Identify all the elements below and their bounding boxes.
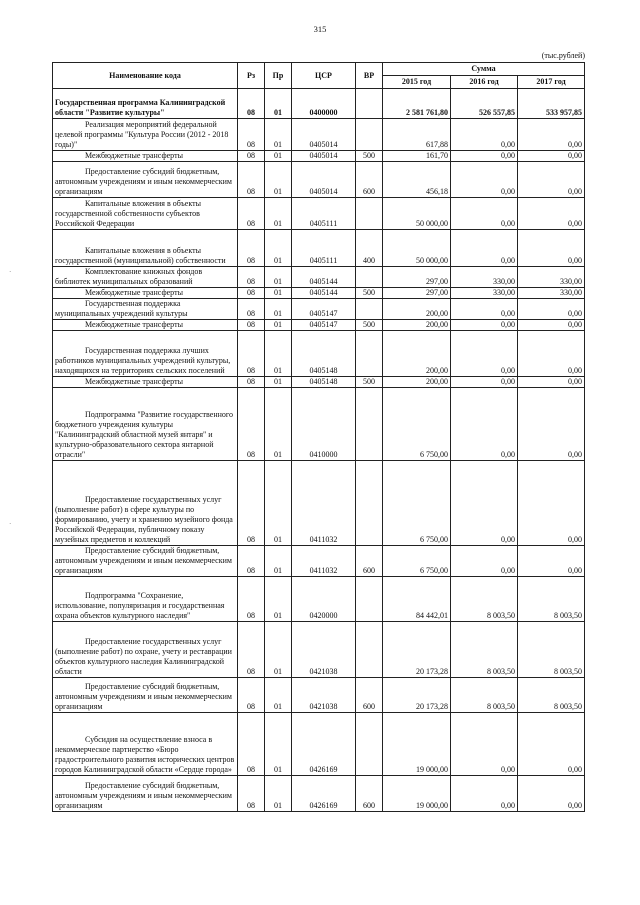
- cell-name: Предоставление субсидий бюджетным, автономным учреждениям и иным некоммерческим организациям: [53, 678, 238, 713]
- cell-y2016: 0,00: [451, 331, 518, 377]
- cell-y2016: 0,00: [451, 198, 518, 230]
- header-pr: Пр: [265, 63, 292, 89]
- units-label: (тыс.рублей): [541, 51, 585, 60]
- table-row: [53, 622, 585, 678]
- cell-y2017: 0,00: [518, 713, 585, 776]
- cell-vr: [356, 461, 383, 546]
- cell-rz: 08: [238, 713, 265, 776]
- table-row: [53, 288, 585, 299]
- table-row: [53, 299, 585, 320]
- cell-y2015: 297,00: [383, 288, 451, 299]
- cell-y2017: 0,00: [518, 230, 585, 267]
- cell-y2017: 0,00: [518, 776, 585, 812]
- cell-y2015: 161,70: [383, 151, 451, 162]
- cell-y2015: 20 173,28: [383, 678, 451, 713]
- cell-vr: 600: [356, 162, 383, 198]
- cell-rz: 08: [238, 377, 265, 388]
- cell-y2016: 0,00: [451, 388, 518, 461]
- cell-pr: 01: [265, 288, 292, 299]
- table-row: [53, 89, 585, 119]
- cell-csr: 0411032: [292, 546, 356, 577]
- cell-rz: 08: [238, 198, 265, 230]
- cell-name: Межбюджетные трансферты: [53, 377, 238, 388]
- cell-y2016: 8 003,50: [451, 622, 518, 678]
- scan-mark: ·: [9, 268, 12, 276]
- cell-y2016: 526 557,85: [451, 89, 518, 119]
- cell-csr: 0420000: [292, 577, 356, 622]
- cell-name: Комплектование книжных фондов библиотек муниципальных образований: [53, 267, 238, 288]
- table-row: [53, 119, 585, 151]
- cell-y2015: 200,00: [383, 331, 451, 377]
- cell-pr: 01: [265, 577, 292, 622]
- header-2017: 2017 год: [518, 76, 585, 89]
- cell-rz: 08: [238, 320, 265, 331]
- cell-y2015: 6 750,00: [383, 461, 451, 546]
- cell-y2015: 200,00: [383, 320, 451, 331]
- cell-vr: 600: [356, 546, 383, 577]
- cell-y2016: 0,00: [451, 299, 518, 320]
- cell-rz: 08: [238, 622, 265, 678]
- table-row: [53, 320, 585, 331]
- cell-name: Межбюджетные трансферты: [53, 288, 238, 299]
- cell-y2015: 20 173,28: [383, 622, 451, 678]
- table-body: [53, 89, 585, 812]
- page-number: 315: [313, 24, 327, 34]
- cell-name: Предоставление субсидий бюджетным, автономным учреждениям и иным некоммерческим организациям: [53, 546, 238, 577]
- table-row: [53, 776, 585, 812]
- cell-vr: 500: [356, 288, 383, 299]
- cell-y2016: 0,00: [451, 461, 518, 546]
- table-row: [53, 377, 585, 388]
- cell-vr: [356, 198, 383, 230]
- cell-y2017: 0,00: [518, 320, 585, 331]
- cell-y2016: 0,00: [451, 713, 518, 776]
- cell-csr: 0405147: [292, 299, 356, 320]
- cell-rz: 08: [238, 388, 265, 461]
- cell-pr: 01: [265, 678, 292, 713]
- cell-rz: 08: [238, 162, 265, 198]
- cell-y2016: 0,00: [451, 162, 518, 198]
- cell-csr: 0421038: [292, 622, 356, 678]
- cell-csr: 0411032: [292, 461, 356, 546]
- cell-y2015: 6 750,00: [383, 546, 451, 577]
- table-row: [53, 546, 585, 577]
- cell-y2015: 456,18: [383, 162, 451, 198]
- cell-csr: 0405014: [292, 151, 356, 162]
- cell-y2017: 0,00: [518, 151, 585, 162]
- cell-pr: 01: [265, 162, 292, 198]
- cell-y2017: 0,00: [518, 119, 585, 151]
- cell-name: Предоставление государственных услуг (выполнение работ) в сфере культуры по формированию, учету и хранению музейного фонда Российской Федерации, публичному показу музейных предметов и коллекций: [53, 461, 238, 546]
- cell-name: Предоставление государственных услуг (выполнение работ) по охране, учету и реставрации объектов культурного наследия Калининградской области: [53, 622, 238, 678]
- cell-rz: 08: [238, 546, 265, 577]
- cell-pr: 01: [265, 198, 292, 230]
- cell-vr: 600: [356, 776, 383, 812]
- cell-y2016: 8 003,50: [451, 678, 518, 713]
- cell-y2015: 50 000,00: [383, 198, 451, 230]
- cell-pr: 01: [265, 377, 292, 388]
- cell-vr: 500: [356, 377, 383, 388]
- cell-rz: 08: [238, 267, 265, 288]
- cell-vr: 500: [356, 151, 383, 162]
- header-name: Наименование кода: [53, 63, 238, 89]
- cell-rz: 08: [238, 461, 265, 546]
- header-vr: ВР: [356, 63, 383, 89]
- cell-y2017: 330,00: [518, 288, 585, 299]
- cell-y2016: 330,00: [451, 267, 518, 288]
- cell-name: Подпрограмма "Развитие государственного бюджетного учреждения культуры "Калининградский областной музей янтаря" и культурно-образовательного сектора янтарной отрасли": [53, 388, 238, 461]
- cell-y2016: 0,00: [451, 546, 518, 577]
- cell-y2017: 8 003,50: [518, 577, 585, 622]
- cell-y2017: 0,00: [518, 299, 585, 320]
- cell-y2017: 0,00: [518, 461, 585, 546]
- cell-csr: 0405014: [292, 119, 356, 151]
- table-row: [53, 267, 585, 288]
- cell-pr: 01: [265, 331, 292, 377]
- cell-y2015: 297,00: [383, 267, 451, 288]
- cell-vr: [356, 622, 383, 678]
- cell-pr: 01: [265, 320, 292, 331]
- table-row: [53, 713, 585, 776]
- cell-csr: 0405144: [292, 288, 356, 299]
- cell-y2015: 84 442,01: [383, 577, 451, 622]
- cell-vr: [356, 299, 383, 320]
- cell-y2016: 330,00: [451, 288, 518, 299]
- cell-pr: 01: [265, 299, 292, 320]
- cell-name: Государственная программа Калининградской области "Развитие культуры": [53, 89, 238, 119]
- cell-y2015: 50 000,00: [383, 230, 451, 267]
- cell-rz: 08: [238, 151, 265, 162]
- cell-y2017: 8 003,50: [518, 622, 585, 678]
- cell-y2015: 200,00: [383, 377, 451, 388]
- cell-y2017: 0,00: [518, 331, 585, 377]
- cell-name: Межбюджетные трансферты: [53, 320, 238, 331]
- table-row: [53, 461, 585, 546]
- cell-rz: 08: [238, 678, 265, 713]
- cell-y2016: 0,00: [451, 377, 518, 388]
- cell-rz: 08: [238, 331, 265, 377]
- cell-vr: 500: [356, 320, 383, 331]
- cell-rz: 08: [238, 577, 265, 622]
- cell-csr: 0426169: [292, 713, 356, 776]
- cell-vr: 400: [356, 230, 383, 267]
- cell-y2016: 0,00: [451, 119, 518, 151]
- cell-name: Капитальные вложения в объекты государственной собственности субъектов Российской Федерации: [53, 198, 238, 230]
- cell-y2017: 533 957,85: [518, 89, 585, 119]
- table-row: [53, 577, 585, 622]
- budget-table: [52, 62, 585, 812]
- cell-rz: 08: [238, 299, 265, 320]
- cell-y2017: 0,00: [518, 377, 585, 388]
- cell-vr: 600: [356, 678, 383, 713]
- cell-csr: 0405147: [292, 320, 356, 331]
- cell-name: Государственная поддержка лучших работников муниципальных учреждений культуры, находящихся на территориях сельских поселений: [53, 331, 238, 377]
- cell-y2017: 0,00: [518, 388, 585, 461]
- cell-name: Реализация мероприятий федеральной целевой программы "Культура России (2012 - 2018 годы)": [53, 119, 238, 151]
- cell-pr: 01: [265, 230, 292, 267]
- cell-y2016: 0,00: [451, 230, 518, 267]
- cell-pr: 01: [265, 388, 292, 461]
- header-sum: Сумма: [383, 63, 585, 76]
- cell-name: Подпрограмма "Сохранение, использование, популяризация и государственная охрана объектов культурного наследия": [53, 577, 238, 622]
- cell-y2016: 0,00: [451, 776, 518, 812]
- header-csr: ЦСР: [292, 63, 356, 89]
- cell-rz: 08: [238, 89, 265, 119]
- cell-csr: 0405014: [292, 162, 356, 198]
- cell-name: Государственная поддержка муниципальных учреждений культуры: [53, 299, 238, 320]
- cell-csr: 0421038: [292, 678, 356, 713]
- cell-csr: 0405111: [292, 198, 356, 230]
- cell-csr: 0400000: [292, 89, 356, 119]
- cell-name: Межбюджетные трансферты: [53, 151, 238, 162]
- cell-pr: 01: [265, 622, 292, 678]
- cell-y2016: 8 003,50: [451, 577, 518, 622]
- cell-rz: 08: [238, 119, 265, 151]
- cell-y2015: 19 000,00: [383, 776, 451, 812]
- cell-name: Предоставление субсидий бюджетным, автономным учреждениям и иным некоммерческим организациям: [53, 776, 238, 812]
- cell-pr: 01: [265, 267, 292, 288]
- cell-y2016: 0,00: [451, 320, 518, 331]
- cell-csr: 0410000: [292, 388, 356, 461]
- table-row: [53, 230, 585, 267]
- table-row: [53, 151, 585, 162]
- cell-pr: 01: [265, 119, 292, 151]
- cell-rz: 08: [238, 230, 265, 267]
- cell-vr: [356, 388, 383, 461]
- cell-rz: 08: [238, 776, 265, 812]
- cell-y2015: 617,88: [383, 119, 451, 151]
- table-row: [53, 678, 585, 713]
- cell-vr: [356, 267, 383, 288]
- cell-y2017: 8 003,50: [518, 678, 585, 713]
- scan-mark: ·: [9, 520, 12, 528]
- cell-y2015: 200,00: [383, 299, 451, 320]
- cell-pr: 01: [265, 776, 292, 812]
- cell-pr: 01: [265, 89, 292, 119]
- cell-name: Субсидия на осуществление взноса в некоммерческое партнерство «Бюро градостроительного развития исторических центров городов Калининградской области «Сердце города»: [53, 713, 238, 776]
- cell-y2017: 330,00: [518, 267, 585, 288]
- cell-csr: 0426169: [292, 776, 356, 812]
- cell-name: Предоставление субсидий бюджетным, автономным учреждениям и иным некоммерческим организациям: [53, 162, 238, 198]
- cell-pr: 01: [265, 546, 292, 577]
- cell-vr: [356, 89, 383, 119]
- cell-y2015: 6 750,00: [383, 388, 451, 461]
- cell-vr: [356, 713, 383, 776]
- header-rz: Рз: [238, 63, 265, 89]
- cell-y2017: 0,00: [518, 162, 585, 198]
- cell-y2016: 0,00: [451, 151, 518, 162]
- cell-vr: [356, 331, 383, 377]
- cell-name: Капитальные вложения в объекты государственной (муниципальной) собственности: [53, 230, 238, 267]
- cell-y2017: 0,00: [518, 198, 585, 230]
- cell-vr: [356, 577, 383, 622]
- cell-y2015: 19 000,00: [383, 713, 451, 776]
- cell-pr: 01: [265, 151, 292, 162]
- cell-pr: 01: [265, 461, 292, 546]
- table-row: [53, 198, 585, 230]
- header-2015: 2015 год: [383, 76, 451, 89]
- header-2016: 2016 год: [451, 76, 518, 89]
- cell-vr: [356, 119, 383, 151]
- cell-rz: 08: [238, 288, 265, 299]
- cell-y2015: 2 581 761,80: [383, 89, 451, 119]
- cell-csr: 0405111: [292, 230, 356, 267]
- cell-csr: 0405148: [292, 331, 356, 377]
- table-row: [53, 331, 585, 377]
- table-row: [53, 388, 585, 461]
- cell-csr: 0405148: [292, 377, 356, 388]
- cell-y2017: 0,00: [518, 546, 585, 577]
- cell-csr: 0405144: [292, 267, 356, 288]
- cell-pr: 01: [265, 713, 292, 776]
- table-row: [53, 162, 585, 198]
